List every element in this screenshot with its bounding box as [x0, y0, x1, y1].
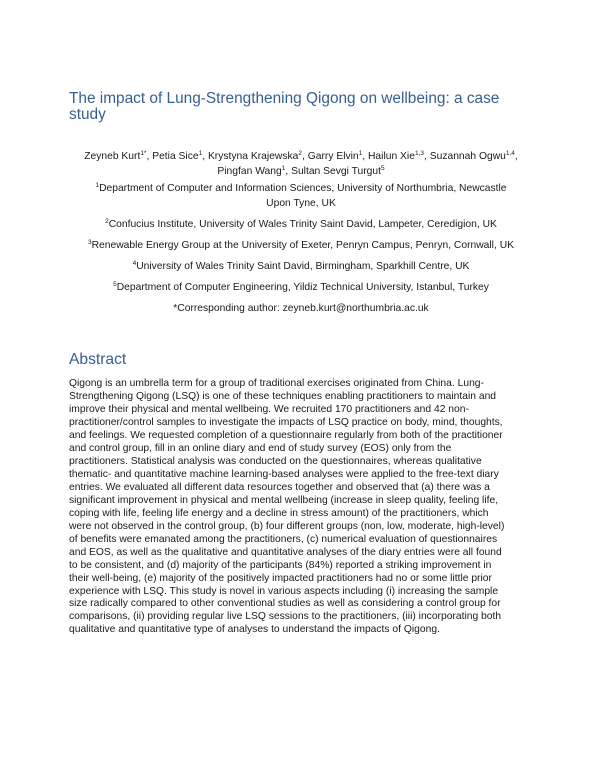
- abstract-line: coping with life, feeling life energy and a decline in stress amount) of the practitioners, which: [69, 507, 489, 519]
- abstract-line: comparisons, (ii) providing regular live LSQ sessions to the practitioners, (iii) incorporating both: [69, 611, 502, 623]
- abstract-line: improve their physical and mental wellbeing. We recruited 170 practitioners and 42 non-: [69, 403, 469, 415]
- abstract-line: Strengthening Qigong (LSQ) is one of these techniques enabling practitioners to maintain and: [69, 390, 497, 402]
- abstract-line: entries. We evaluated all different data resources together and observed that (a) there was a: [69, 481, 490, 493]
- author-list: Zeyneb Kurt$^{1*}$, Petia Sice$^1$, Krystyna Krajewska$^2$, Garry Elvin$^1$, Hailun Xie$^{1,3}$, Suzannah Ogwu$^{1,4}$, Pingfan Wang$^1$, Sultan Sevgi Turgut$^5$: [84, 150, 518, 177]
- affiliation: $^4$University of Wales Trinity Saint David, Birmingham, Sparkhill Centre, UK: [132, 260, 470, 272]
- abstract-line: Qigong is an umbrella term for a group of traditional exercises originated from China. Lung-: [69, 378, 484, 389]
- abstract-body: [69, 378, 534, 637]
- affiliation: $^3$Renewable Energy Group at the University of Exeter, Penryn Campus, Penryn, Cornwall, UK: [88, 239, 514, 251]
- author: Petia Sice$^1$: [152, 150, 203, 162]
- author: Suzannah Ogwu$^{1,4}$: [429, 150, 515, 162]
- abstract-line: significant improvement in physical and mental wellbeing (increase in sleep quality, feeling life,: [69, 494, 499, 506]
- abstract-line: of benefits were emanated among the practitioners, (c) numerical evaluation of questionnaires: [69, 533, 498, 545]
- author: Pingfan Wang$^1$: [217, 165, 286, 177]
- author: Krystyna Krajewska$^2$: [207, 150, 302, 162]
- abstract-line: qualitative and quantitative type of analyses to understand the impacts of Qigong.: [69, 624, 440, 636]
- title-line: study: [69, 105, 106, 123]
- abstract-line: and EOS, as well as the qualitative and quantitative analyses of the diary entries were all found: [69, 546, 502, 558]
- affiliation: $^5$Department of Computer Engineering, Yildiz Technical University, Istanbul, Turkey: [113, 281, 489, 293]
- abstract-heading: Abstract: [69, 351, 127, 368]
- abstract-line: practitioners. Statistical analysis was conducted on the questionnaires, whereas qualitative: [69, 455, 482, 467]
- abstract-line: practitioner/control samples to investigate the impacts of LSQ practice on body, mind, thoughts,: [69, 416, 503, 428]
- author: Zeyneb Kurt$^{1*}$: [84, 150, 147, 162]
- affiliation: $^1$Department of Computer and Information Sciences, University of Northumbria, Newcastle Upon Tyne, UK: [95, 182, 507, 209]
- abstract-line: to be consistent, and (d) majority of the participants (84%) reported a striking improvement in: [69, 559, 492, 571]
- author: Garry Elvin$^1$: [307, 150, 363, 162]
- abstract-line: and feelings. We requested completion of a questionnaire regularly from both of the practitioner: [69, 429, 503, 441]
- abstract-line: experience with LSQ. This study is novel in various aspects including (i) increasing the sample: [69, 585, 499, 597]
- abstract-line: were not observed in the control group, (b) four different groups (non, low, moderate, high-level): [69, 520, 505, 532]
- author: Sultan Sevgi Turgut$^5$: [291, 165, 385, 177]
- abstract-line: thematic- and quantitative machine learning-based analyses were applied to the free-text diary: [69, 468, 499, 480]
- abstract-line: size radically compared to other conventional studies as well as considering a control group for: [69, 598, 501, 610]
- paper-title: [69, 91, 539, 122]
- corresponding-author: *Corresponding author: zeyneb.kurt@northumbria.ac.uk: [173, 303, 429, 314]
- abstract-line: their well-being, (e) majority of the positively impacted practitioners had no or some little prior: [69, 572, 492, 584]
- title-line: The impact of Lung-Strengthening Qigong on wellbeing: a case: [69, 90, 500, 107]
- abstract-line: and control group, fill in an online diary and end of study survey (EOS) only from the: [69, 442, 452, 454]
- author: Hailun Xie$^{1,3}$: [368, 150, 424, 162]
- affiliation: $^2$Confucius Institute, University of Wales Trinity Saint David, Lampeter, Ceredigion, UK: [105, 218, 497, 230]
